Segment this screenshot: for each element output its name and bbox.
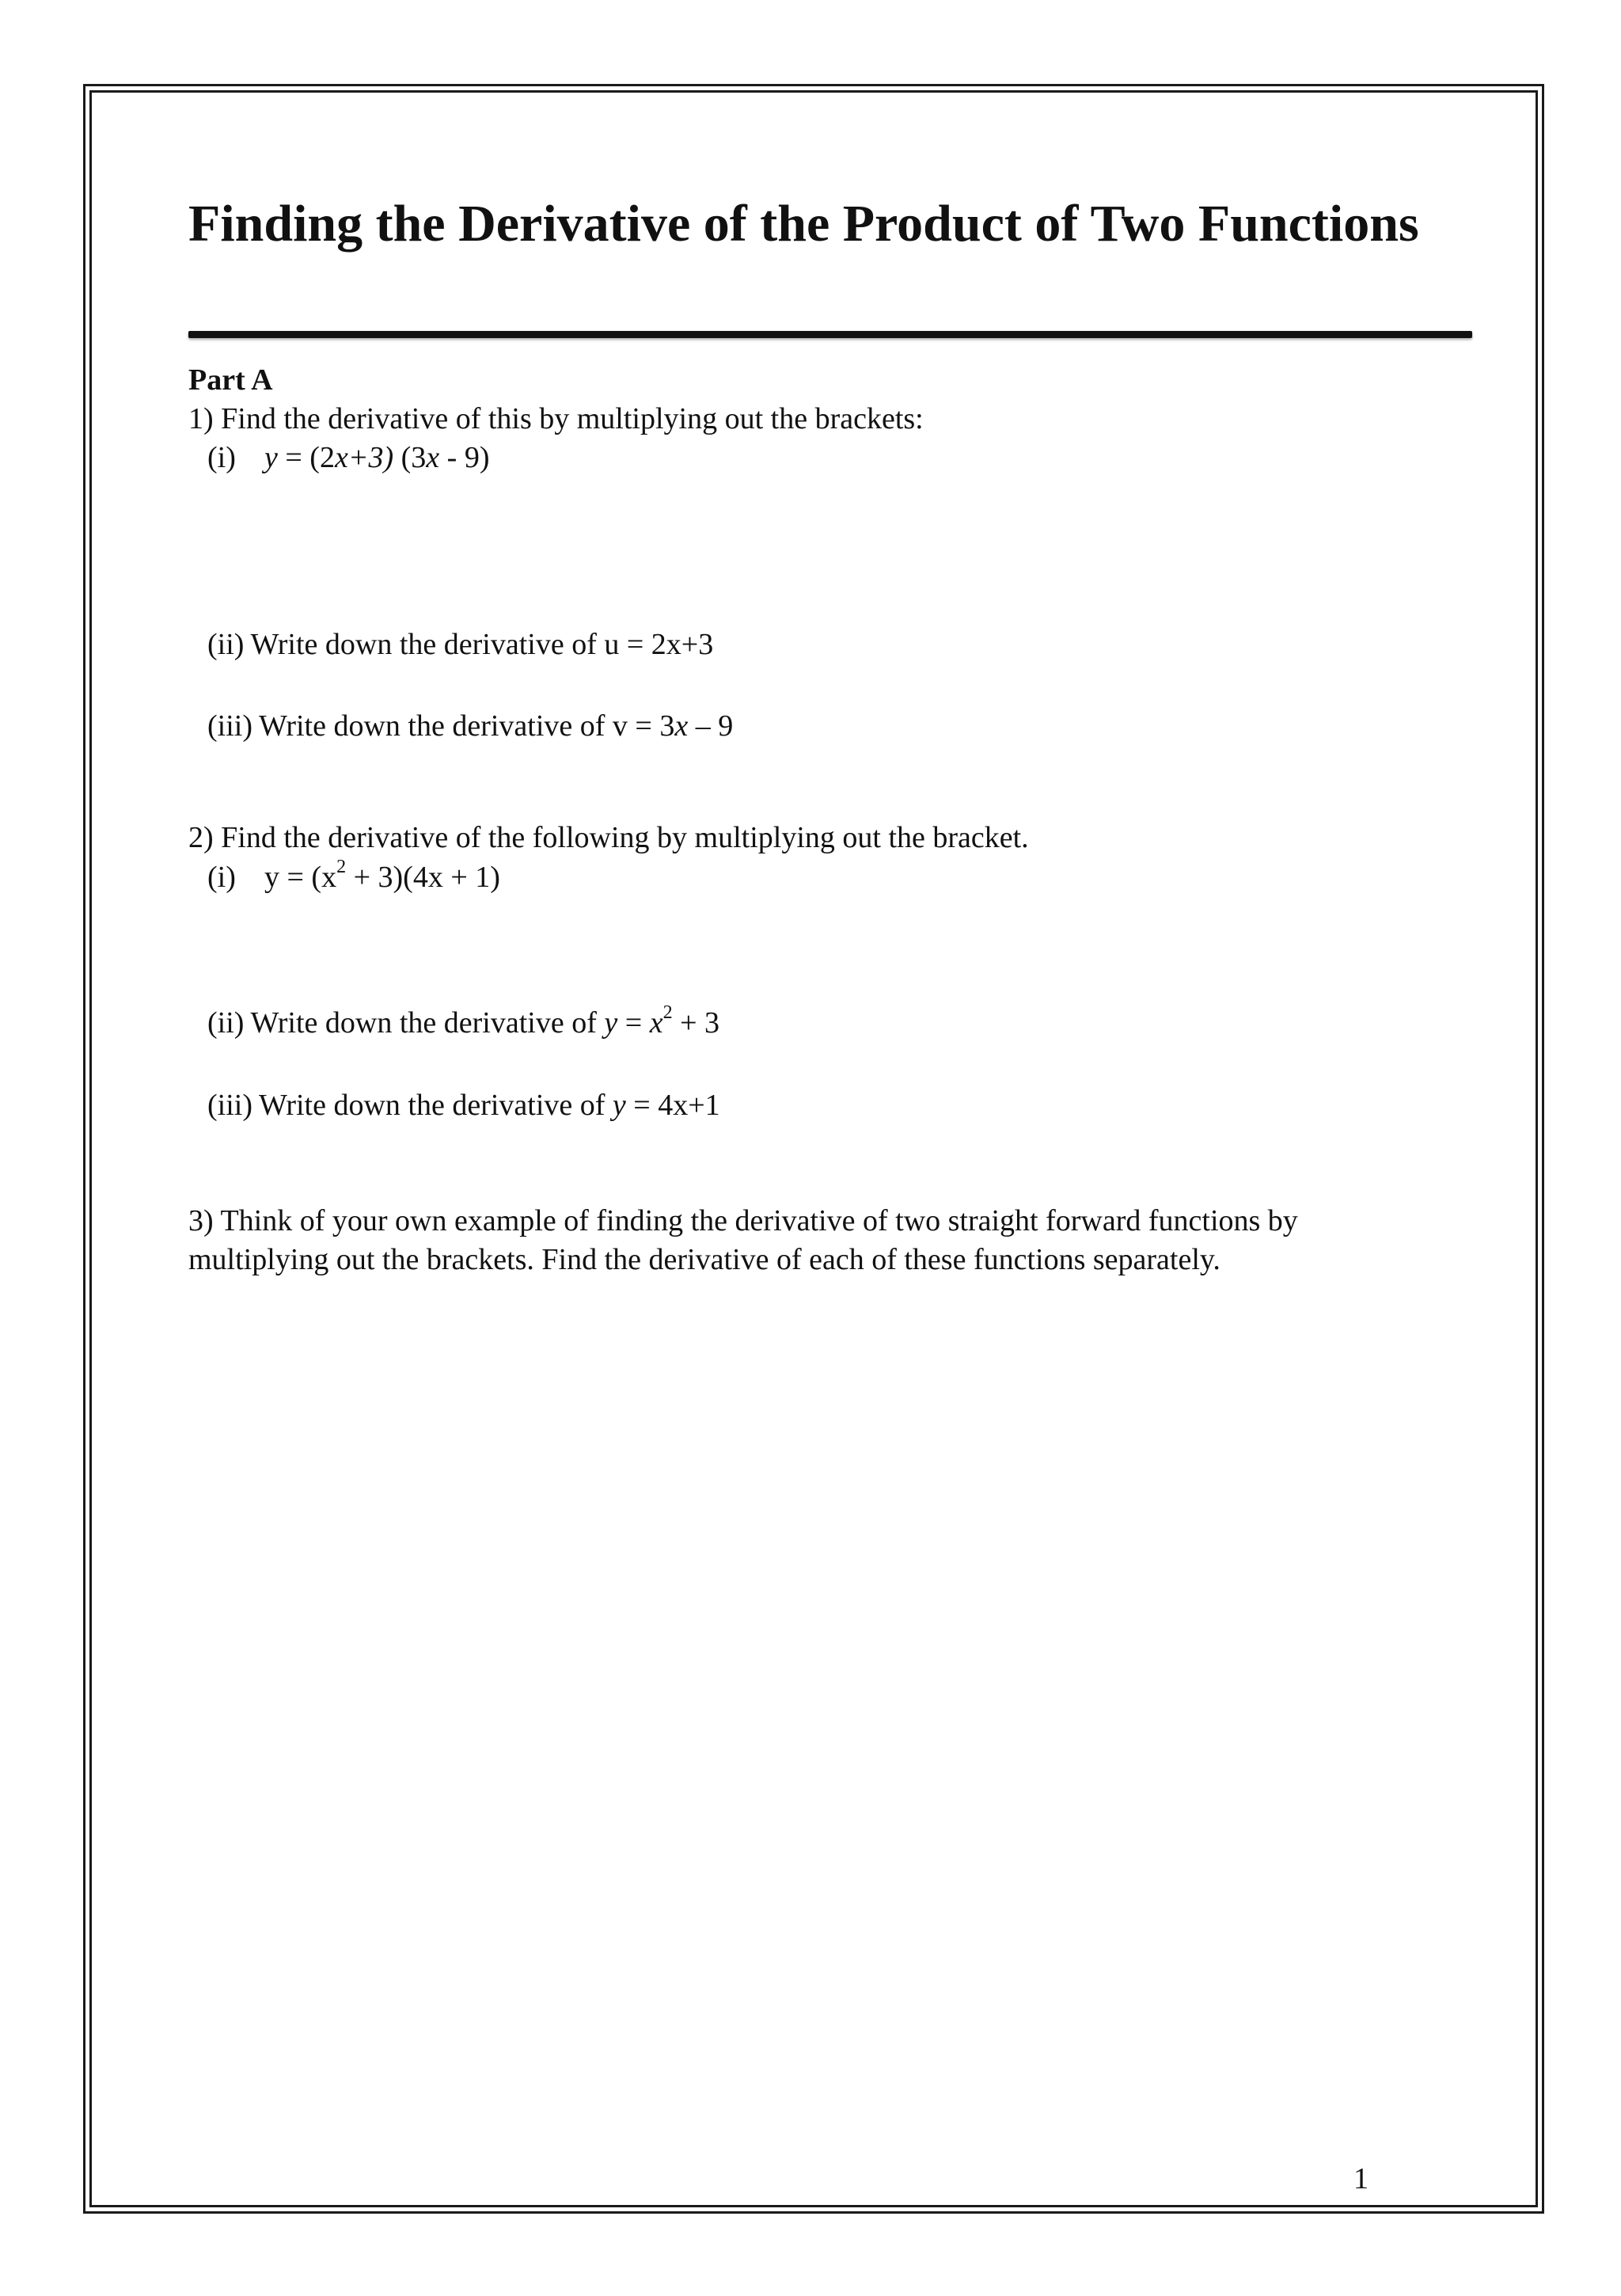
variable-y: y <box>604 1006 618 1040</box>
equation-text: + 3)(4x + 1) <box>346 861 500 894</box>
question-1-part-i <box>207 439 489 477</box>
question-1-part-ii-text: Write down the derivative of u = 2x+3 <box>250 628 714 661</box>
variable-x: x <box>426 441 440 474</box>
question-1-part-i-label: (i) <box>207 441 236 474</box>
equation-text: + 3 <box>672 1006 719 1040</box>
page-title: Finding the Derivative of the Product of Two Functions <box>188 195 1419 253</box>
question-2-part-i-label: (i) <box>207 861 236 894</box>
variable-x: x <box>649 1006 663 1040</box>
question-2-part-iii-label: (iii) <box>207 1089 252 1122</box>
part-heading: Part A <box>188 363 273 397</box>
equation-text: y = (x <box>264 861 337 894</box>
variable-y: y <box>612 1089 626 1122</box>
equation-text: – 9 <box>688 709 734 743</box>
equation-text: = (2 <box>277 441 335 474</box>
exponent: 2 <box>336 857 347 878</box>
question-2-part-ii-text: Write down the derivative of <box>250 1006 605 1040</box>
question-1-part-iii-label: (iii) <box>207 709 252 743</box>
question-2-part-ii-label: (ii) <box>207 1006 245 1040</box>
question-1-part-iii-text: Write down the derivative of v = 3 <box>258 709 675 743</box>
exponent: 2 <box>662 1002 673 1024</box>
question-1-prompt: 1) Find the derivative of this by multiplying out the brackets: <box>188 402 924 435</box>
equation-text: (3 <box>393 441 427 474</box>
question-1-part-ii-label: (ii) <box>207 628 245 661</box>
question-2-part-i <box>207 858 500 896</box>
title-underline-rule <box>188 331 1472 338</box>
variable-y: y <box>264 441 278 474</box>
variable-x: x <box>334 441 348 474</box>
equation-text: - 9) <box>439 441 490 474</box>
question-1-part-ii <box>207 625 713 663</box>
question-2-part-ii <box>207 1004 719 1042</box>
question-3-text: 3) Think of your own example of finding the derivative of two straight forward functions by multiplying out the brackets. Find the derivative of each of these functions separately. <box>188 1204 1298 1276</box>
variable-x: x <box>674 709 689 743</box>
equation-text: = <box>617 1006 650 1040</box>
question-1-part-iii <box>207 707 733 745</box>
equation-text: +3) <box>347 441 394 474</box>
question-2-part-iii-text: Write down the derivative of <box>258 1089 613 1122</box>
page-number: 1 <box>1353 2162 1369 2195</box>
question-2-part-iii <box>207 1086 720 1124</box>
equation-text: = 4x+1 <box>625 1089 720 1122</box>
question-2-prompt: 2) Find the derivative of the following by multiplying out the bracket. <box>188 821 1029 854</box>
